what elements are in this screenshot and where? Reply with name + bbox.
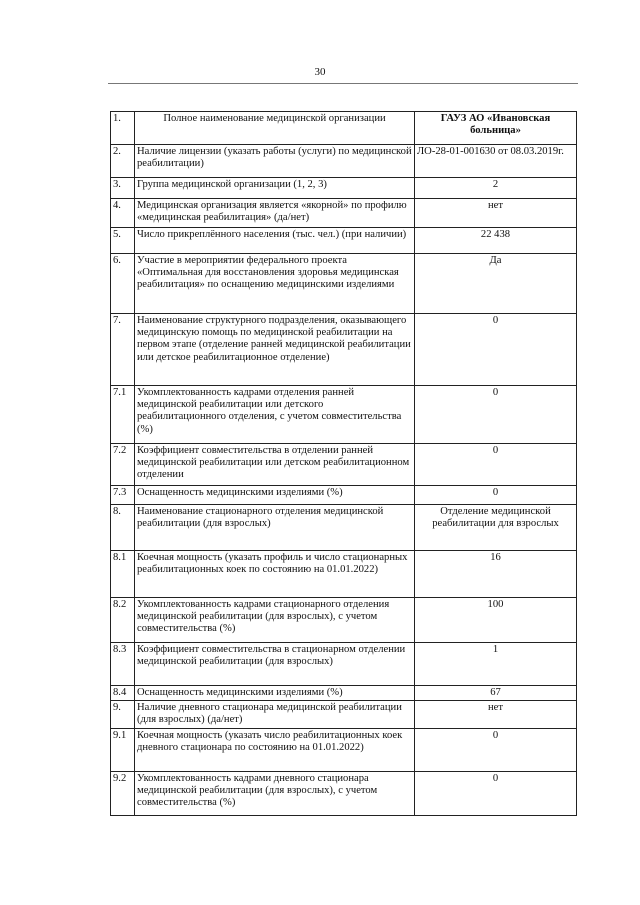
table-row — [111, 701, 577, 729]
table-row — [111, 178, 577, 199]
row-parameter: Число прикреплённого населения (тыс. чел.) (при наличии) — [135, 228, 415, 254]
table-row — [111, 112, 577, 145]
row-number: 8.1 — [111, 551, 135, 598]
header-rule — [108, 83, 578, 84]
row-value: 1 — [415, 643, 577, 686]
row-parameter: Наименование структурного подразделения, оказывающего медицинскую помощь по медицинской реабилитации на первом этапе (отделение ранней медицинской реабилитации или детское реабилитационное отделение) — [135, 314, 415, 386]
row-parameter: Наличие лицензии (указать работы (услуги) по медицинской реабилитации) — [135, 145, 415, 178]
row-value: 0 — [415, 386, 577, 444]
table-row — [111, 228, 577, 254]
row-parameter: Коэффициент совместительства в отделении ранней медицинской реабилитации или детском реабилитационном отделении — [135, 444, 415, 486]
table-row — [111, 314, 577, 386]
table-row — [111, 772, 577, 816]
row-number: 4. — [111, 199, 135, 228]
row-parameter: Коечная мощность (указать профиль и число стационарных реабилитационных коек по состоянию на 01.01.2022) — [135, 551, 415, 598]
row-parameter: Укомплектованность кадрами дневного стационара медицинской реабилитации (для взрослых), с учетом совместительства (%) — [135, 772, 415, 816]
row-value: 67 — [415, 686, 577, 701]
row-value: 0 — [415, 729, 577, 772]
row-parameter: Медицинская организация является «якорной» по профилю «медицинская реабилитация» (да/нет) — [135, 199, 415, 228]
row-value: 0 — [415, 314, 577, 386]
row-number: 8. — [111, 505, 135, 551]
table-row — [111, 551, 577, 598]
row-number: 9.1 — [111, 729, 135, 772]
table-row — [111, 729, 577, 772]
row-parameter: Наличие дневного стационара медицинской реабилитации (для взрослых) (да/нет) — [135, 701, 415, 729]
row-parameter: Оснащенность медицинскими изделиями (%) — [135, 686, 415, 701]
page-number: 30 — [314, 66, 326, 78]
table-row — [111, 598, 577, 643]
row-number: 8.3 — [111, 643, 135, 686]
row-number: 1. — [111, 112, 135, 145]
row-value: 0 — [415, 772, 577, 816]
row-parameter: Наименование стационарного отделения медицинской реабилитации (для взрослых) — [135, 505, 415, 551]
row-parameter: Укомплектованность кадрами стационарного отделения медицинской реабилитации (для взрослых), с учетом совместительства (%) — [135, 598, 415, 643]
table-row — [111, 199, 577, 228]
row-value: ЛО-28-01-001630 от 08.03.2019г. — [415, 145, 577, 178]
row-number: 8.4 — [111, 686, 135, 701]
table-row — [111, 643, 577, 686]
organization-info-table — [110, 111, 577, 816]
row-value: нет — [415, 199, 577, 228]
row-parameter: Оснащенность медицинскими изделиями (%) — [135, 486, 415, 505]
row-value: нет — [415, 701, 577, 729]
table-row — [111, 505, 577, 551]
row-value: ГАУЗ АО «Ивановская больница» — [415, 112, 577, 145]
row-value: 0 — [415, 486, 577, 505]
row-value: 100 — [415, 598, 577, 643]
row-value: 0 — [415, 444, 577, 486]
table-row — [111, 145, 577, 178]
row-number: 5. — [111, 228, 135, 254]
row-number: 6. — [111, 254, 135, 314]
table-row — [111, 486, 577, 505]
row-parameter: Коечная мощность (указать число реабилитационных коек дневного стационара по состоянию на 01.01.2022) — [135, 729, 415, 772]
row-parameter: Полное наименование медицинской организации — [135, 112, 415, 145]
table-row — [111, 444, 577, 486]
row-number: 8.2 — [111, 598, 135, 643]
row-number: 7. — [111, 314, 135, 386]
row-number: 9. — [111, 701, 135, 729]
row-value: 22 438 — [415, 228, 577, 254]
row-number: 7.2 — [111, 444, 135, 486]
row-number: 3. — [111, 178, 135, 199]
table-row — [111, 686, 577, 701]
row-value: 16 — [415, 551, 577, 598]
row-value: Отделение медицинской реабилитации для взрослых — [415, 505, 577, 551]
row-parameter: Группа медицинской организации (1, 2, 3) — [135, 178, 415, 199]
table-row — [111, 386, 577, 444]
row-parameter: Коэффициент совместительства в стационарном отделении медицинской реабилитации (для взрослых) — [135, 643, 415, 686]
row-parameter: Участие в мероприятии федерального проекта «Оптимальная для восстановления здоровья медицинская реабилитация» по оснащению медицинскими изделиями — [135, 254, 415, 314]
row-value: Да — [415, 254, 577, 314]
row-number: 2. — [111, 145, 135, 178]
row-number: 7.1 — [111, 386, 135, 444]
row-parameter: Укомплектованность кадрами отделения ранней медицинской реабилитации или детского реабилитационного отделения, с учетом совместительства (%) — [135, 386, 415, 444]
table-row — [111, 254, 577, 314]
row-value: 2 — [415, 178, 577, 199]
row-number: 7.3 — [111, 486, 135, 505]
row-number: 9.2 — [111, 772, 135, 816]
